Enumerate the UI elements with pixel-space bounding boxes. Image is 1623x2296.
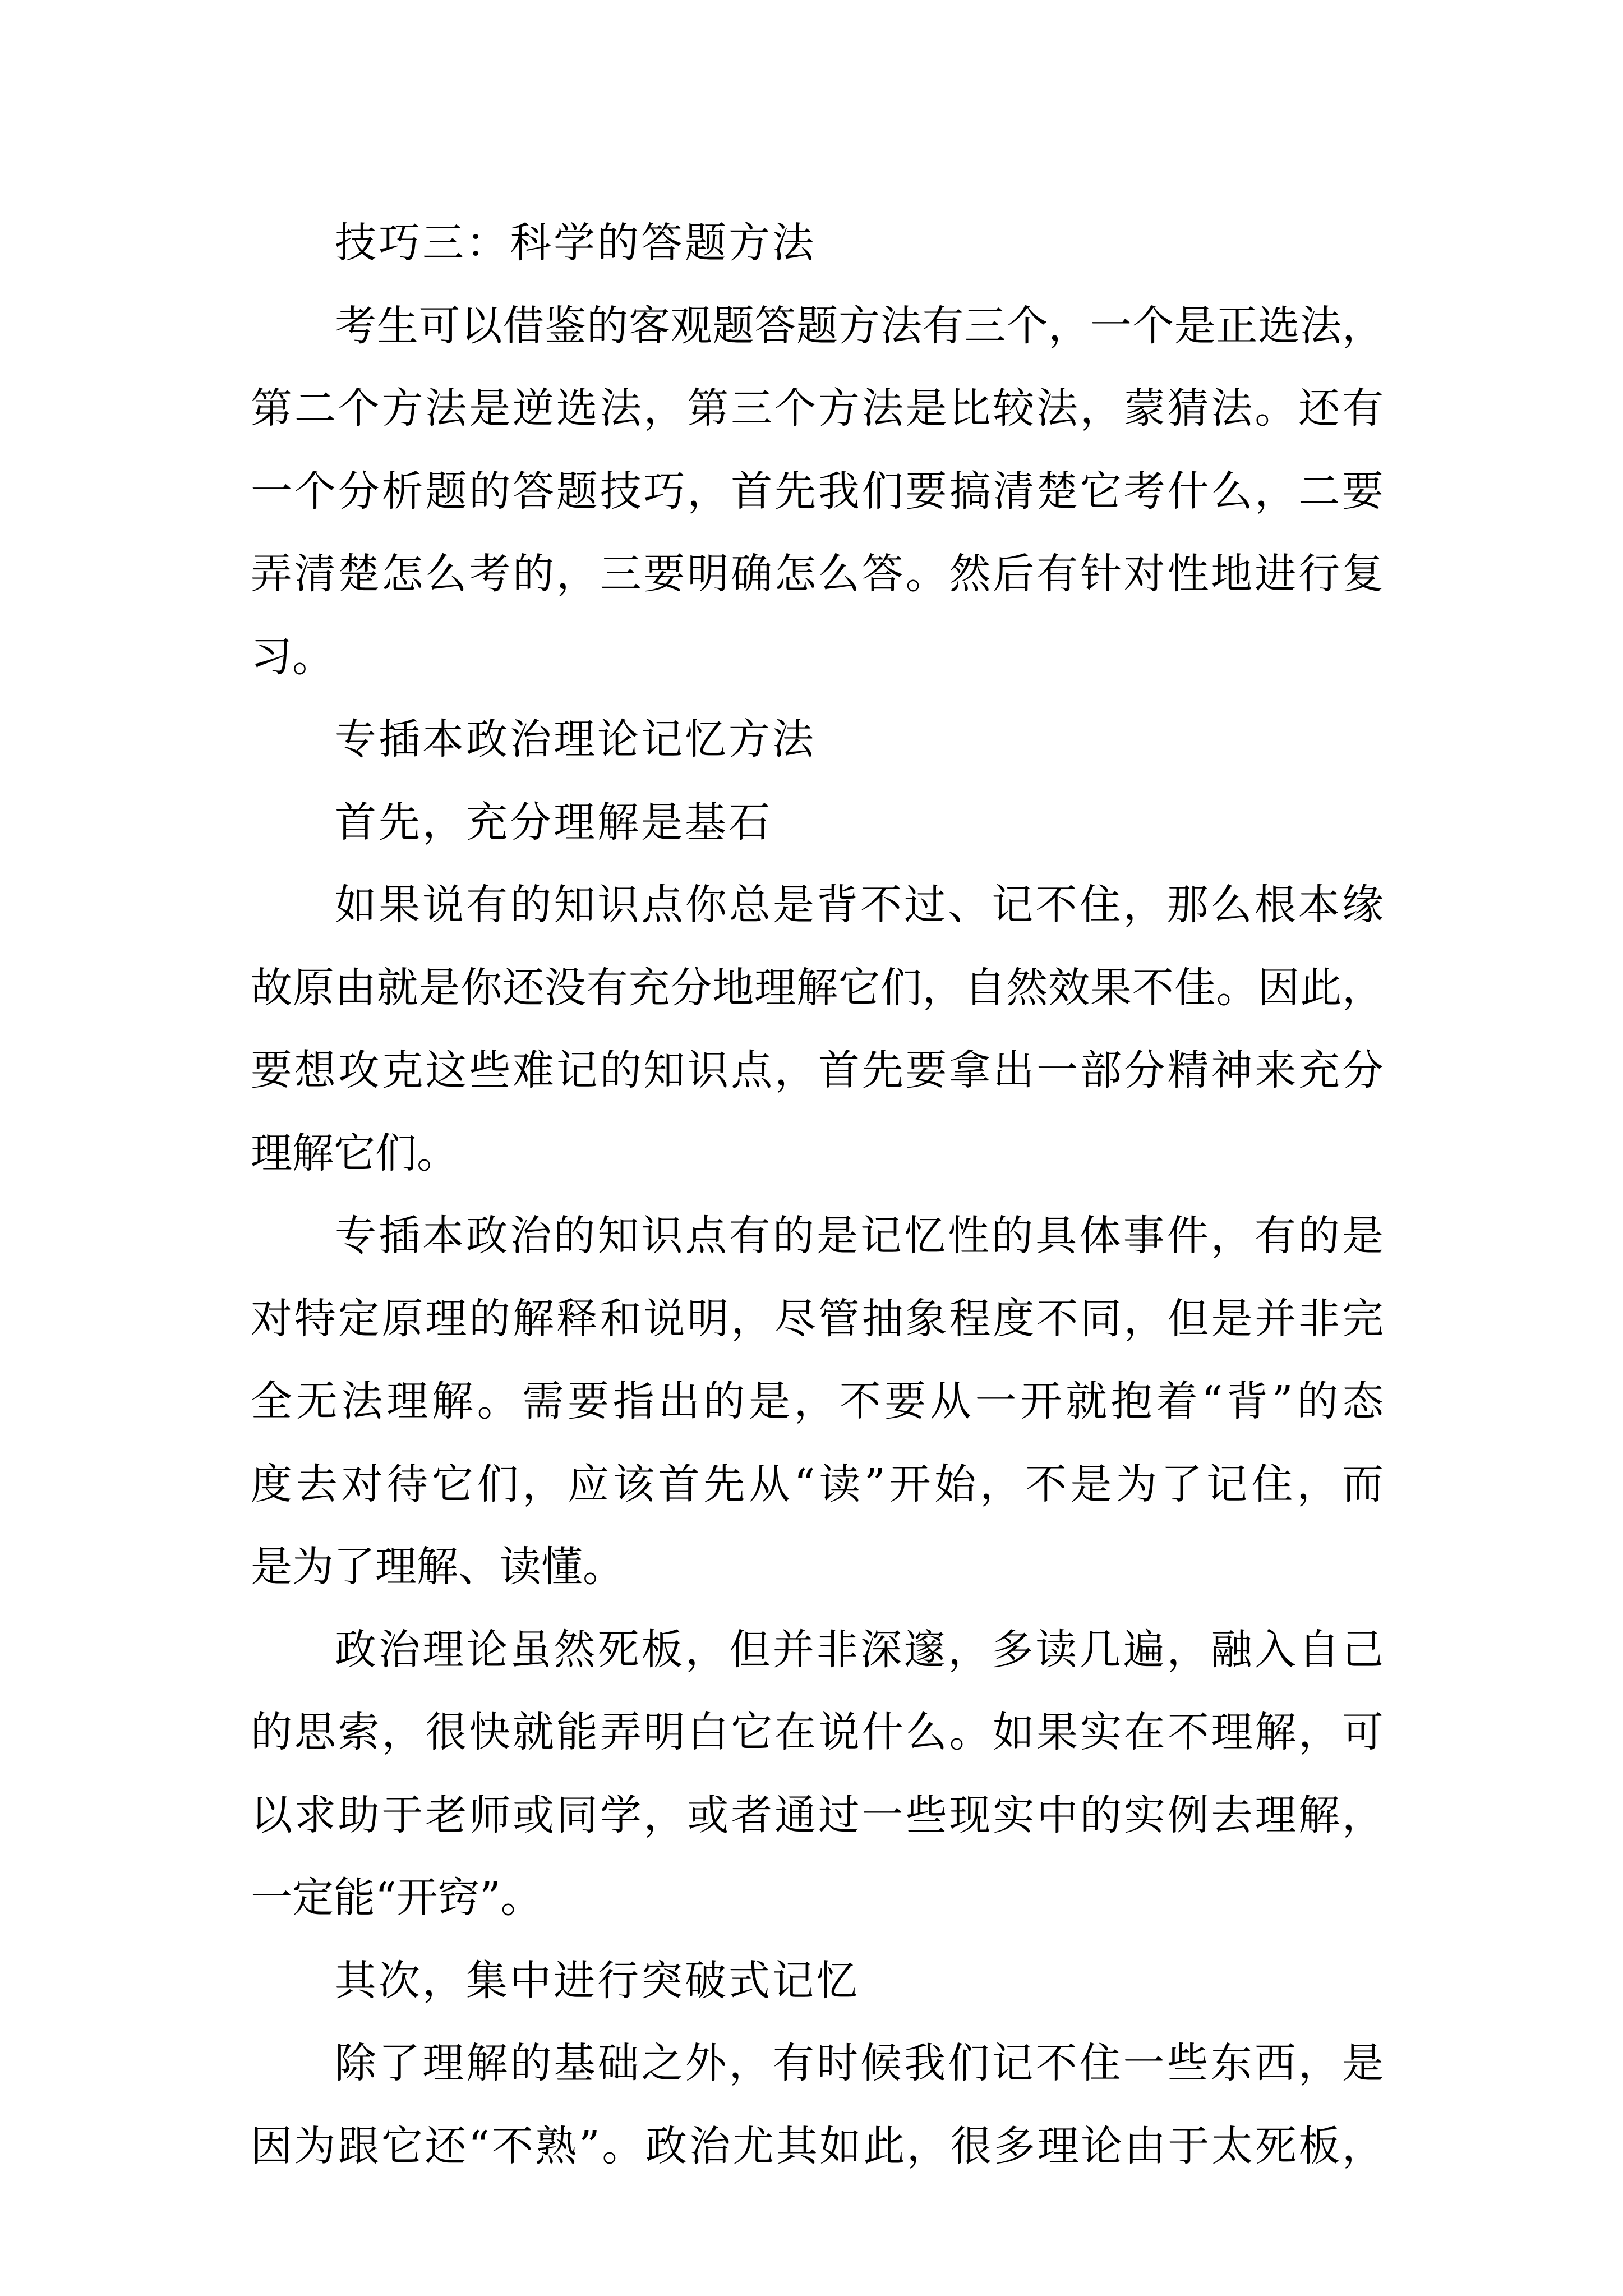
text-line: 习。 [251,632,334,681]
text-line: 如果说有的知识点你总是背不过、记不住，那么根本缘 [335,881,1384,929]
paragraph-read-several-times [251,1609,1384,1940]
document-body [251,202,1384,2188]
text-line: 理解它们。 [251,1129,458,1177]
text-line: 要想攻克这些难记的知识点，首先要拿出一部分精神来充分 [251,1046,1384,1094]
section-heading-tip-three: 技巧三：科学的答题方法 [335,219,816,267]
text-line: 一个分析题的答题技巧，首先我们要搞清楚它考什么，二要 [251,467,1384,516]
subheading-understanding: 首先，充分理解是基石 [335,798,772,846]
text-line: 一定能“开窍”。 [251,1874,542,1922]
text-line: 以求助于老师或同学，或者通过一些现实中的实例去理解， [251,1791,1384,1839]
text-line: 第二个方法是逆选法，第三个方法是比较法，蒙猜法。还有 [251,384,1384,432]
text-line: 政治理论虽然死板，但并非深邃，多读几遍，融入自己 [335,1625,1384,1674]
text-line: 弄清楚怎么考的，三要明确怎么答。然后有针对性地进行复 [251,550,1384,598]
text-line: 全无法理解。需要指出的是，不要从一开就抱着“背”的态 [251,1377,1384,1425]
paragraph-knowledge-points [251,1195,1384,1609]
text-line: 对特定原理的解释和说明，尽管抽象程度不同，但是并非完 [251,1294,1384,1343]
text-line: 考生可以借鉴的客观题答题方法有三个，一个是正选法， [335,301,1384,350]
text-line: 专插本政治的知识点有的是记忆性的具体事件，有的是 [335,1212,1384,1260]
text-line: 除了理解的基础之外，有时候我们记不住一些东西，是 [335,2039,1384,2087]
text-line: 因为跟它还“不熟”。政治尤其如此，很多理论由于太死板， [251,2122,1384,2170]
text-line: 的思索，很快就能弄明白它在说什么。如果实在不理解，可 [251,1708,1384,1756]
section-heading-memory-methods: 专插本政治理论记忆方法 [335,715,816,763]
paragraph-answering-methods [251,285,1384,699]
paragraph-understanding-root-cause [251,864,1384,1195]
text-line: 故原由就是你还没有充分地理解它们，自然效果不佳。因此， [251,963,1384,1012]
subheading-concentrated-memory: 其次，集中进行突破式记忆 [335,1956,860,2005]
text-line: 度去对待它们，应该首先从“读”开始，不是为了记住，而 [251,1460,1384,1508]
paragraph-not-familiar [251,2022,1384,2188]
text-line: 是为了理解、读懂。 [251,1543,624,1591]
